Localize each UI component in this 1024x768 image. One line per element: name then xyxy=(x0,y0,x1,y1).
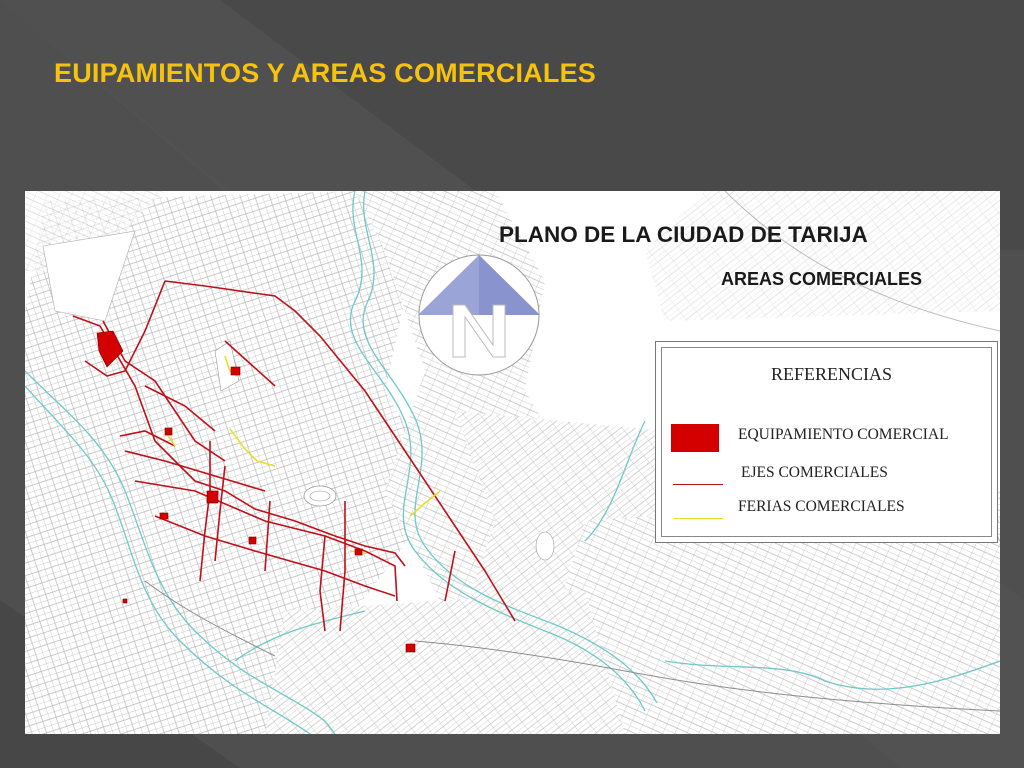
city-map xyxy=(25,191,1000,734)
legend-label-fairs: FERIAS COMERCIALES xyxy=(738,498,905,515)
legend-swatch-fairs xyxy=(673,518,723,519)
map-title: PLANO DE LA CIUDAD DE TARIJA xyxy=(499,222,868,247)
slide-title: EUIPAMIENTOS Y AREAS COMERCIALES xyxy=(54,58,596,88)
legend-label-axes: EJES COMERCIALES xyxy=(741,464,888,481)
legend-label-equipment: EQUIPAMIENTO COMERCIAL xyxy=(738,426,949,443)
map-subtitle: AREAS COMERCIALES xyxy=(721,269,923,289)
legend-title: REFERENCIAS xyxy=(770,364,893,384)
legend-swatch-equipment xyxy=(671,424,719,452)
legend-item-axes xyxy=(656,464,997,494)
north-symbol-label: N xyxy=(478,375,480,376)
legend xyxy=(655,341,998,543)
legend-item-equipment xyxy=(656,424,997,454)
legend-swatch-axes xyxy=(673,484,723,485)
legend-item-fairs xyxy=(656,498,997,528)
